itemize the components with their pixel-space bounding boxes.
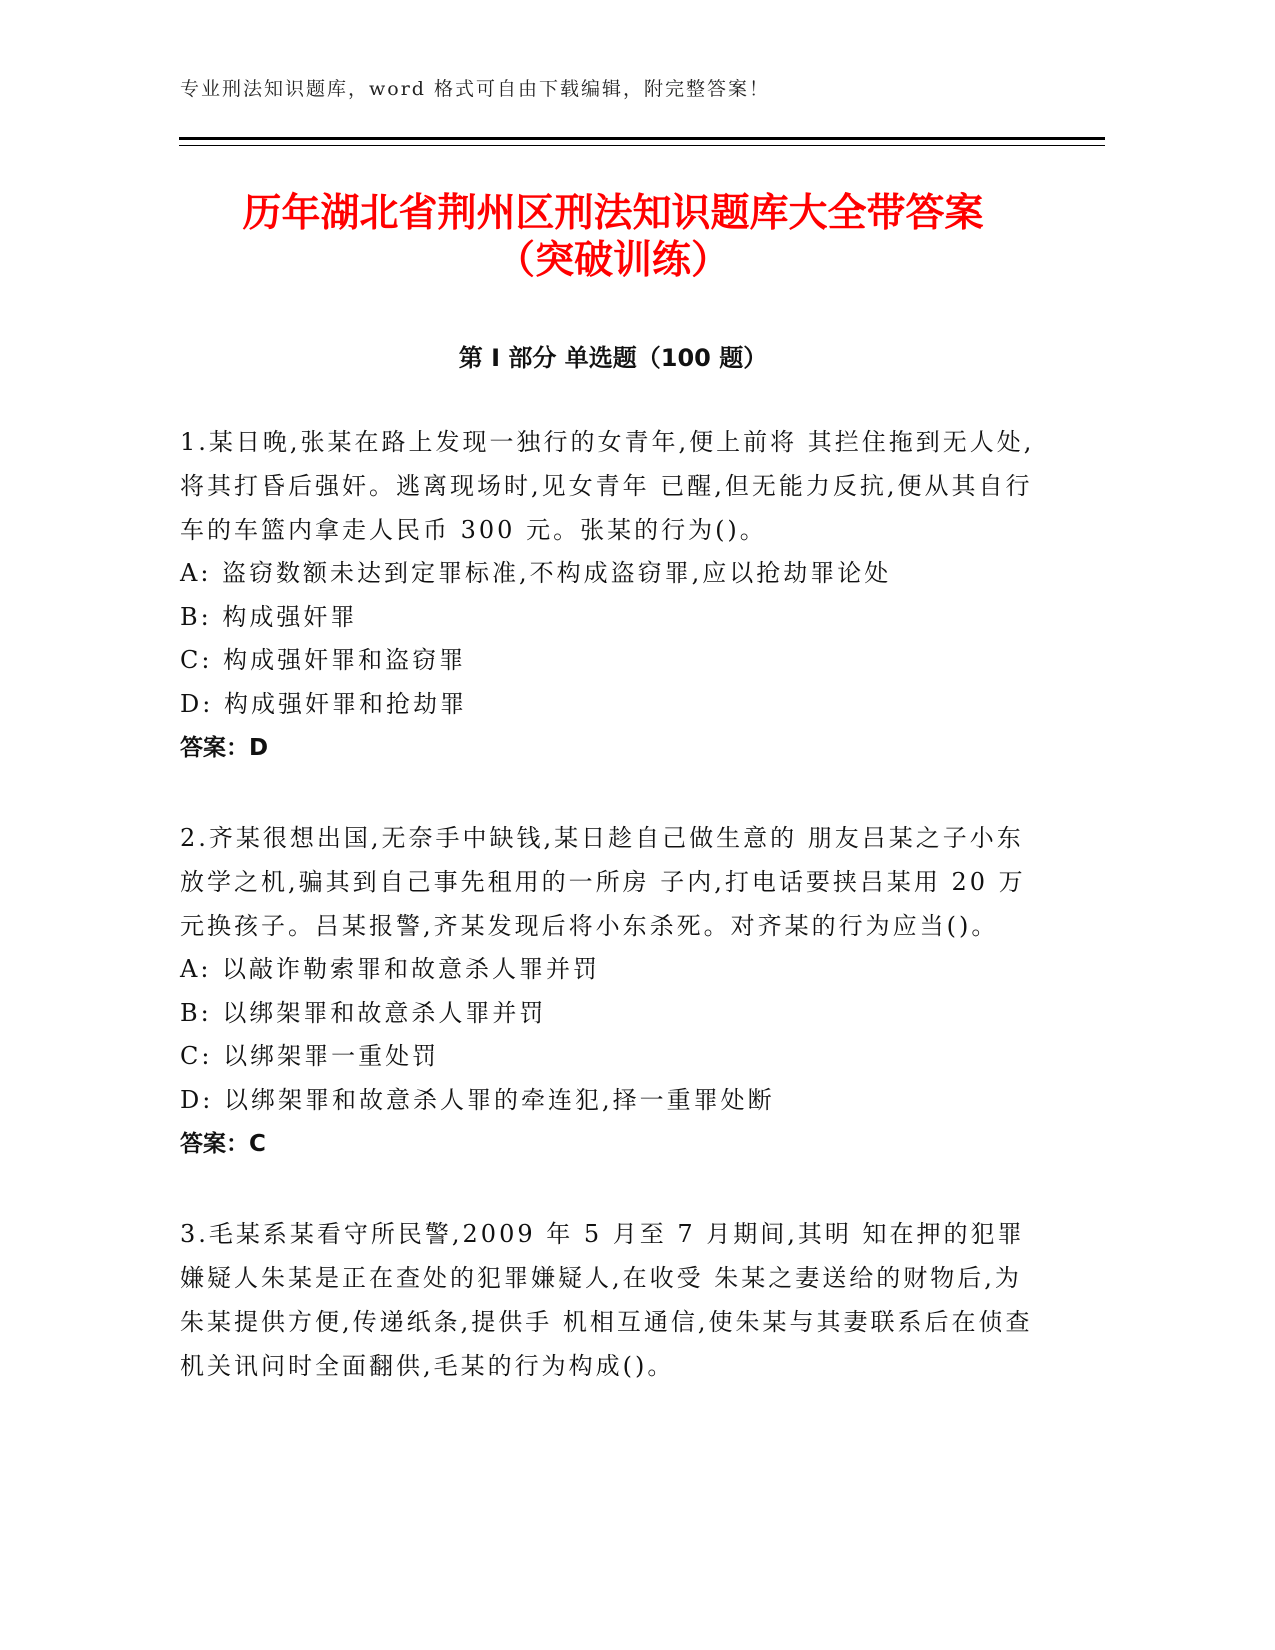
section-heading: 第 I 部分 单选题（100 题） (458, 344, 768, 372)
header-divider-thin (179, 145, 1105, 146)
question-stem: 3.毛某系某看守所民警,2009 年 5 月至 7 月期间,其明 知在押的犯罪嫌疑人朱某是正在查处的犯罪嫌疑人,在收受 朱某之妻送给的财物后,为朱某提供方便,传递纸条,提供手 机相互通信,使朱某与其妻联系后在侦查机关讯问时全面翻供,毛某的行为构成()。 (180, 1220, 1033, 1380)
answer: 答案：C (180, 1131, 266, 1157)
header-note: 专业刑法知识题库，word 格式可自由下载编辑，附完整答案！ (180, 78, 770, 100)
option-c: C: 构成强奸罪和盗窃罪 (180, 646, 467, 674)
question-list (180, 420, 1046, 1434)
question-stem: 1.某日晚,张某在路上发现一独行的女青年,便上前将 其拦住拖到无人处,将其打昏后强奸。逃离现场时,见女青年 已醒,但无能力反抗,便从其自行车的车篮内拿走人民币 300 元。张某的行为()。 (180, 428, 1035, 544)
option-a: A: 以敲诈勒索罪和故意杀人罪并罚 (180, 955, 601, 983)
title-line-2: （突破训练） (495, 238, 730, 283)
document-title (180, 190, 1046, 284)
option-d: D: 以绑架罪和故意杀人罪的牵连犯,择一重罪处断 (180, 1085, 775, 1114)
option-c: C: 以绑架罪一重处罚 (180, 1042, 440, 1070)
title-line-1: 历年湖北省荆州区刑法知识题库大全带答案 (242, 191, 984, 236)
option-d: D: 构成强奸罪和抢劫罪 (180, 689, 467, 718)
question-1 (180, 420, 1046, 770)
option-b: B: 构成强奸罪 (180, 602, 358, 631)
question-stem: 2.齐某很想出国,无奈手中缺钱,某日趁自己做生意的 朋友吕某之子小东放学之机,骗其到自己事先租用的一所房 子内,打电话要挟吕某用 20 万元换孩子。吕某报警,齐某发现后将小东杀死。对齐某的行为应当()。 (180, 824, 1026, 940)
question-3 (180, 1212, 1046, 1388)
option-b: B: 以绑架罪和故意杀人罪并罚 (180, 998, 547, 1027)
answer: 答案：D (180, 735, 269, 761)
question-2 (180, 816, 1046, 1166)
header-divider-thick (179, 137, 1105, 140)
option-a: A: 盗窃数额未达到定罪标准,不构成盗窃罪,应以抢劫罪论处 (180, 559, 892, 587)
